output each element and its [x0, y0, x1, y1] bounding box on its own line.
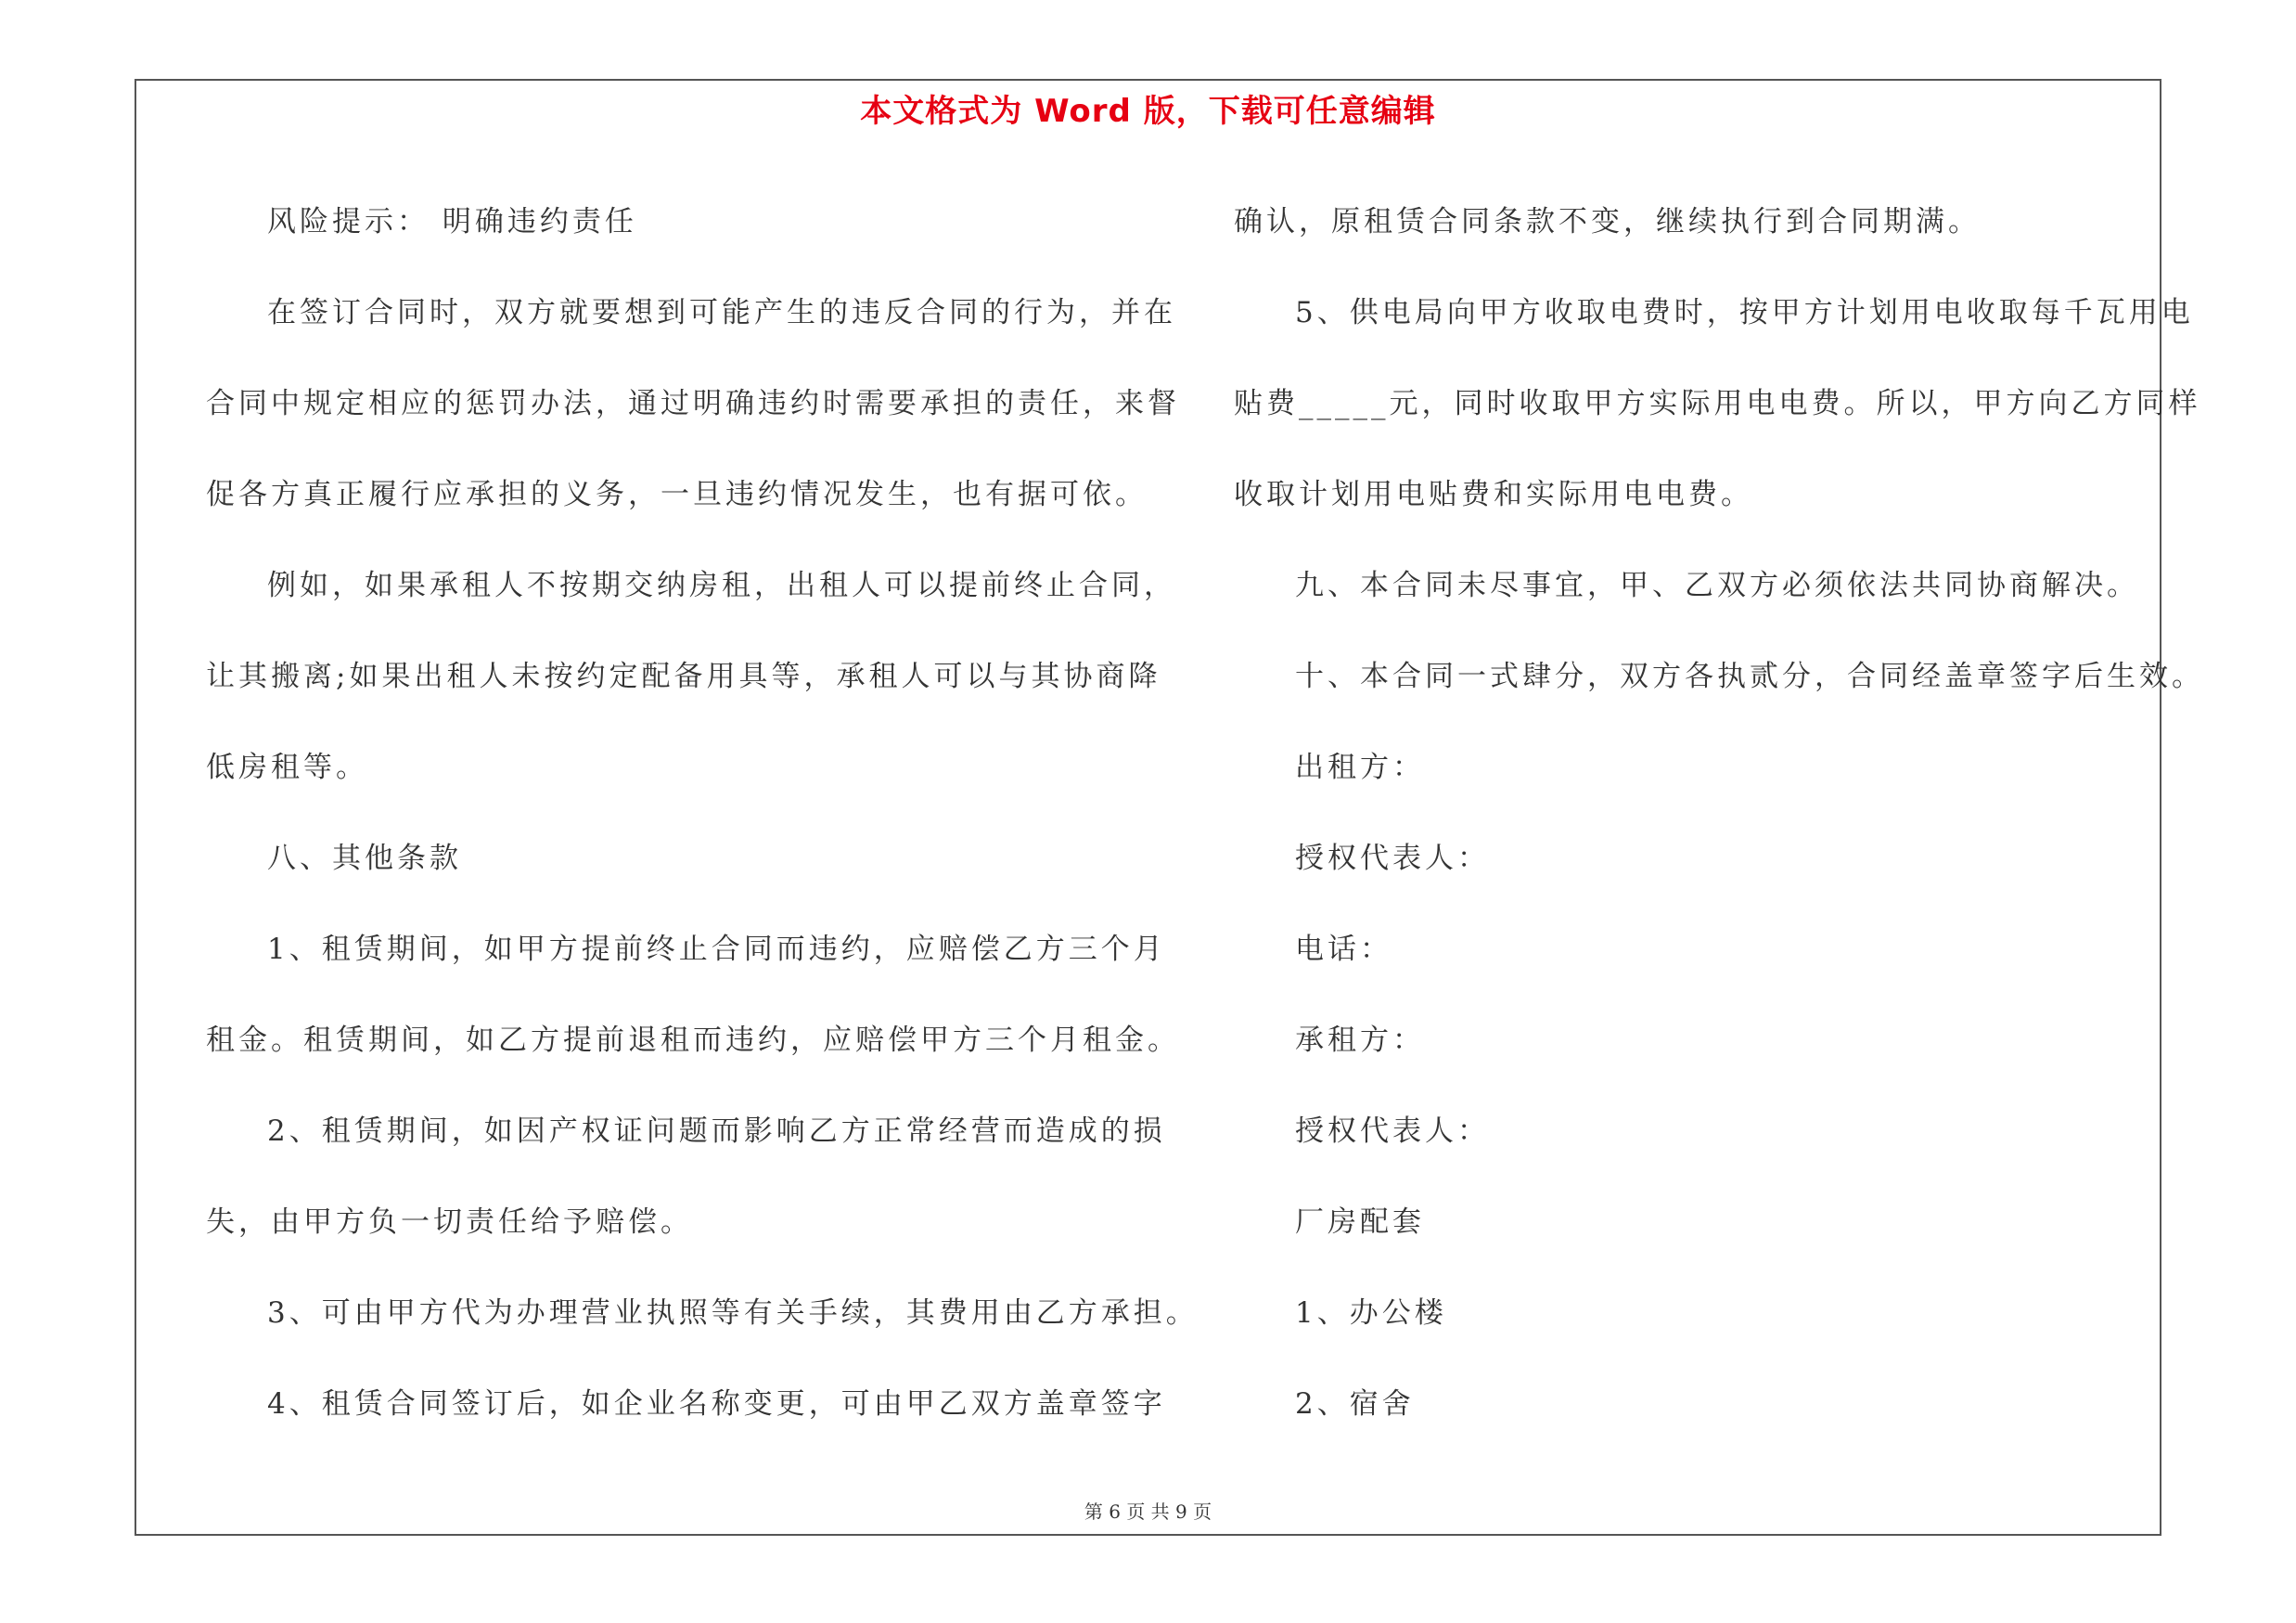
- facility-item: 2、宿舍: [1295, 1387, 1415, 1421]
- right-column: [1234, 176, 2204, 1449]
- clause-line: 收取计划用电贴费和实际用电电费。: [1234, 478, 1753, 511]
- lessee-representative-label: 授权代表人：: [1295, 1114, 1490, 1148]
- clause-line: 3、可由甲方代为办理营业执照等有关手续，其费用由乙方承担。: [267, 1296, 1199, 1330]
- lessor-label: 出租方：: [1295, 751, 1425, 784]
- left-column: [206, 176, 1199, 1449]
- phone-label: 电话：: [1295, 933, 1392, 966]
- clause-line: 九、本合同未尽事宜，甲、乙双方必须依法共同协商解决。: [1295, 569, 2139, 602]
- page-number: 第 6 页 共 9 页: [1084, 1501, 1212, 1523]
- clause-line: 1、租赁期间，如甲方提前终止合同而违约，应赔偿乙方三个月: [267, 933, 1166, 966]
- lessor-representative-label: 授权代表人：: [1295, 842, 1490, 875]
- clause-line: 2、租赁期间，如因产权证问题而影响乙方正常经营而造成的损: [267, 1114, 1166, 1148]
- clause-line: 十、本合同一式肆分，双方各执贰分，合同经盖章签字后生效。: [1295, 660, 2204, 693]
- word-format-banner: 本文格式为 Word 版，下载可任意编辑: [860, 93, 1436, 130]
- clause-line: 确认，原租赁合同条款不变，继续执行到合同期满。: [1234, 205, 1981, 238]
- clause-line: 失，由甲方负一切责任给予赔偿。: [206, 1205, 693, 1239]
- paragraph-line: 促各方真正履行应承担的义务，一旦违约情况发生，也有据可依。: [206, 478, 1148, 511]
- lessee-label: 承租方：: [1295, 1024, 1425, 1057]
- risk-tip-heading: 风险提示： 明确违约责任: [267, 205, 637, 238]
- factory-facilities-heading: 厂房配套: [1295, 1205, 1425, 1239]
- clause-line: 租金。租赁期间，如乙方提前退租而违约，应赔偿甲方三个月租金。: [206, 1024, 1180, 1057]
- clause-line: 贴费_____元，同时收取甲方实际用电电费。所以，甲方向乙方同样: [1234, 387, 2201, 420]
- facility-item: 1、办公楼: [1295, 1296, 1447, 1330]
- paragraph-line: 让其搬离;如果出租人未按约定配备用具等，承租人可以与其协商降: [206, 660, 1161, 693]
- clause-line: 5、供电局向甲方收取电费时，按甲方计划用电收取每千瓦用电: [1295, 296, 2194, 329]
- paragraph-line: 低房租等。: [206, 751, 368, 784]
- paragraph-line: 合同中规定相应的惩罚办法，通过明确违约时需要承担的责任，来督: [206, 387, 1180, 420]
- section-heading-other-terms: 八、其他条款: [267, 842, 462, 875]
- paragraph-line: 在签订合同时，双方就要想到可能产生的违反合同的行为，并在: [267, 296, 1176, 329]
- clause-line: 4、租赁合同签订后，如企业名称变更，可由甲乙双方盖章签字: [267, 1387, 1166, 1421]
- paragraph-line: 例如，如果承租人不按期交纳房租，出租人可以提前终止合同，: [267, 569, 1176, 602]
